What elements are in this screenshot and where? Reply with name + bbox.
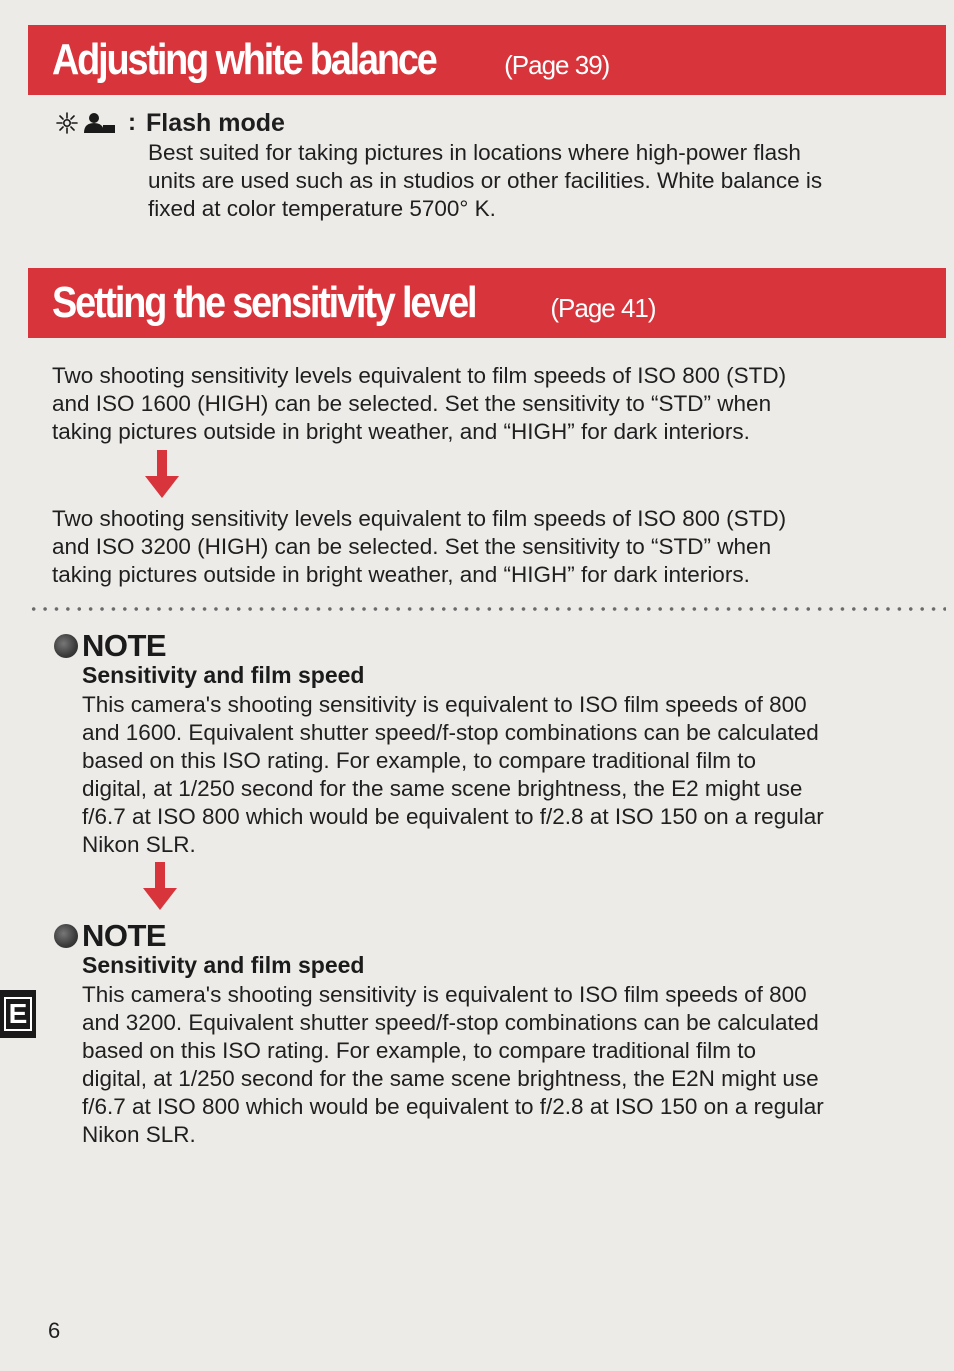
section-banner-white-balance [28, 25, 946, 95]
text-line: taking pictures outside in bright weather, and “HIGH” for dark interiors. [52, 562, 750, 587]
correction-arrow-icon [143, 862, 177, 912]
note-body [82, 691, 824, 859]
note-subtitle: Sensitivity and film speed [82, 952, 365, 978]
banner-title-wrap [52, 25, 609, 105]
text-line: This camera's shooting sensitivity is equivalent to ISO film speeds of 800 [82, 692, 807, 717]
page-reference: (Page 41) [550, 293, 656, 323]
page-reference: (Page 39) [504, 50, 610, 80]
flash-mode-label: Flash mode [146, 108, 285, 137]
correction-arrow-icon [145, 450, 179, 500]
banner-title-wrap [52, 268, 656, 348]
text-line: and 1600. Equivalent shutter speed/f-stop combinations can be calculated [82, 720, 819, 745]
note-heading [54, 918, 166, 954]
flash-mode-heading [54, 108, 285, 138]
revised-sensitivity-text [52, 505, 786, 589]
note-label: NOTE [82, 918, 167, 953]
section-title: Setting the sensitivity level [52, 278, 476, 327]
flash-mode-icon [54, 111, 118, 135]
note-body [82, 981, 824, 1149]
text-line: and 3200. Equivalent shutter speed/f-stop combinations can be calculated [82, 1010, 819, 1035]
original-sensitivity-text [52, 362, 786, 446]
text-line: fixed at color temperature 5700° K. [148, 196, 496, 221]
text-line: Best suited for taking pictures in locations where high-power flash [148, 140, 801, 165]
note-subtitle: Sensitivity and film speed [82, 662, 365, 688]
text-line: and ISO 1600 (HIGH) can be selected. Set the sensitivity to “STD” when [52, 391, 772, 416]
text-line: and ISO 3200 (HIGH) can be selected. Set the sensitivity to “STD” when [52, 534, 772, 559]
text-line: taking pictures outside in bright weather, and “HIGH” for dark interiors. [52, 419, 750, 444]
text-line: f/6.7 at ISO 800 which would be equivalent to f/2.8 at ISO 150 on a regular [82, 1094, 824, 1119]
language-tab [0, 990, 36, 1038]
text-line: Nikon SLR. [82, 832, 196, 857]
note-bullet-icon [54, 634, 78, 658]
text-line: based on this ISO rating. For example, to compare traditional film to [82, 1038, 757, 1063]
note-label: NOTE [82, 628, 167, 663]
note-bullet-icon [54, 924, 78, 948]
section-title: Adjusting white balance [52, 35, 436, 84]
text-line: based on this ISO rating. For example, to compare traditional film to [82, 748, 757, 773]
note-heading [54, 628, 166, 664]
text-line: units are used such as in studios or other facilities. White balance is [148, 168, 823, 193]
page-number: 6 [48, 1318, 61, 1343]
flash-mode-description [148, 139, 822, 223]
text-line: This camera's shooting sensitivity is equivalent to ISO film speeds of 800 [82, 982, 807, 1007]
text-line: digital, at 1/250 second for the same scene brightness, the E2 might use [82, 776, 803, 801]
section-banner-sensitivity [28, 268, 946, 338]
language-tab-label: E [4, 997, 32, 1031]
text-line: f/6.7 at ISO 800 which would be equivalent to f/2.8 at ISO 150 on a regular [82, 804, 824, 829]
text-line: digital, at 1/250 second for the same scene brightness, the E2N might use [82, 1066, 819, 1091]
dotted-divider [28, 606, 946, 612]
text-line: Two shooting sensitivity levels equivalent to film speeds of ISO 800 (STD) [52, 363, 787, 388]
text-line: Nikon SLR. [82, 1122, 196, 1147]
text-line: Two shooting sensitivity levels equivalent to film speeds of ISO 800 (STD) [52, 506, 787, 531]
flash-mode-colon: : [128, 109, 136, 136]
